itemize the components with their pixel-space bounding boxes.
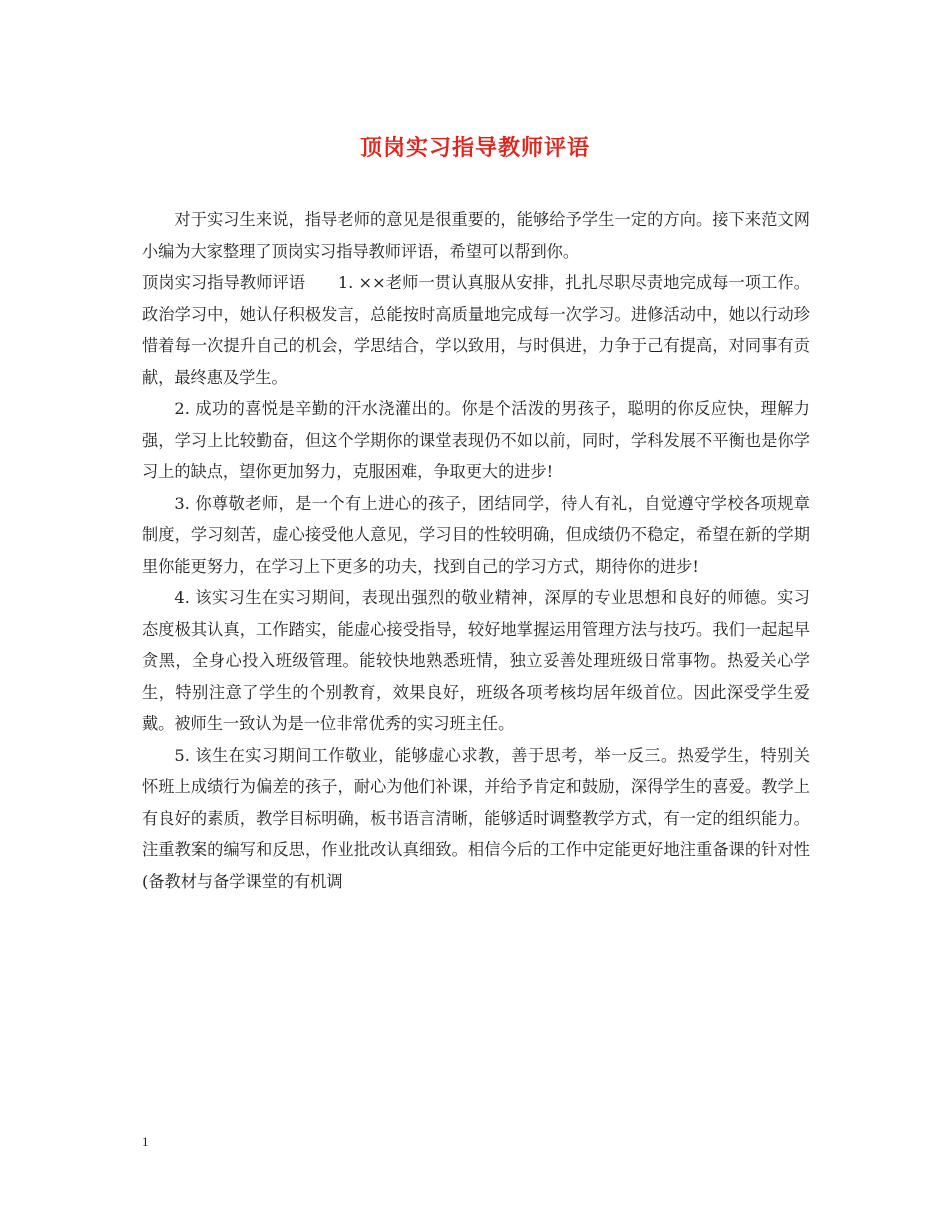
paragraph-5: 5. 该生在实习期间工作敬业，能够虚心求教，善于思考，举一反三。热爱学生，特别关怀班上成绩行为偏差的孩子，耐心为他们补课，并给予肯定和鼓励，深得学生的喜爱。教学上有良好的素质，教学目标明确，板书语言清晰，能够适时调整教学方式，有一定的组织能力。注重教案的编写和反思，作业批改认真细致。相信今后的工作中定能更好地注重备课的针对性(备教材与备学课堂的有机调 xyxy=(142,745,810,891)
document-title: 顶岗实习指导教师评语 xyxy=(359,135,590,161)
document-body xyxy=(142,204,810,897)
paragraph-3: 3. 你尊敬老师，是一个有上进心的孩子，团结同学，待人有礼，自觉遵守学校各项规章制度，学习刻苦，虚心接受他人意见，学习目的性较明确，但成绩仍不稳定，希望在新的学期里你能更努力，在学习上下更多的功夫，找到自己的学习方式，期待你的进步! xyxy=(142,493,810,576)
paragraph-4: 4. 该实习生在实习期间，表现出强烈的敬业精神，深厚的专业思想和良好的师德。实习态度极其认真，工作踏实，能虚心接受指导，较好地掌握运用管理方法与技巧。我们一起起早贪黑，全身心投入班级管理。能较快地熟悉班情，独立妥善处理班级日常事物。热爱关心学生，特别注意了学生的个别教育，效果良好，班级各项考核均居年级首位。因此深受学生爱戴。被师生一致认为是一位非常优秀的实习班主任。 xyxy=(142,588,810,733)
paragraph-2: 2. 成功的喜悦是辛勤的汗水浇灌出的。你是个活泼的男孩子，聪明的你反应快，理解力强，学习上比较勤奋，但这个学期你的课堂表现仍不如以前，同时，学科发展不平衡也是你学习上的缺点，望你更加努力，克服困难，争取更大的进步! xyxy=(142,399,810,481)
page-number: 1 xyxy=(142,1134,149,1149)
paragraph-intro: 对于实习生来说，指导老师的意见是很重要的，能够给予学生一定的方向。接下来范文网小编为大家整理了顶岗实习指导教师评语，希望可以帮到你。 xyxy=(142,210,810,261)
paragraph-1: 顶岗实习指导教师评语 1. ××老师一贯认真服从安排，扎扎尽职尽责地完成每一项工作。政治学习中，她认仔积极发言，总能按时高质量地完成每一次学习。进修活动中，她以行动珍惜着每一次提升自己的机会，学思结合，学以致用，与时俱进，力争于己有提高，对同事有贡献，最终惠及学生。 xyxy=(142,273,810,387)
